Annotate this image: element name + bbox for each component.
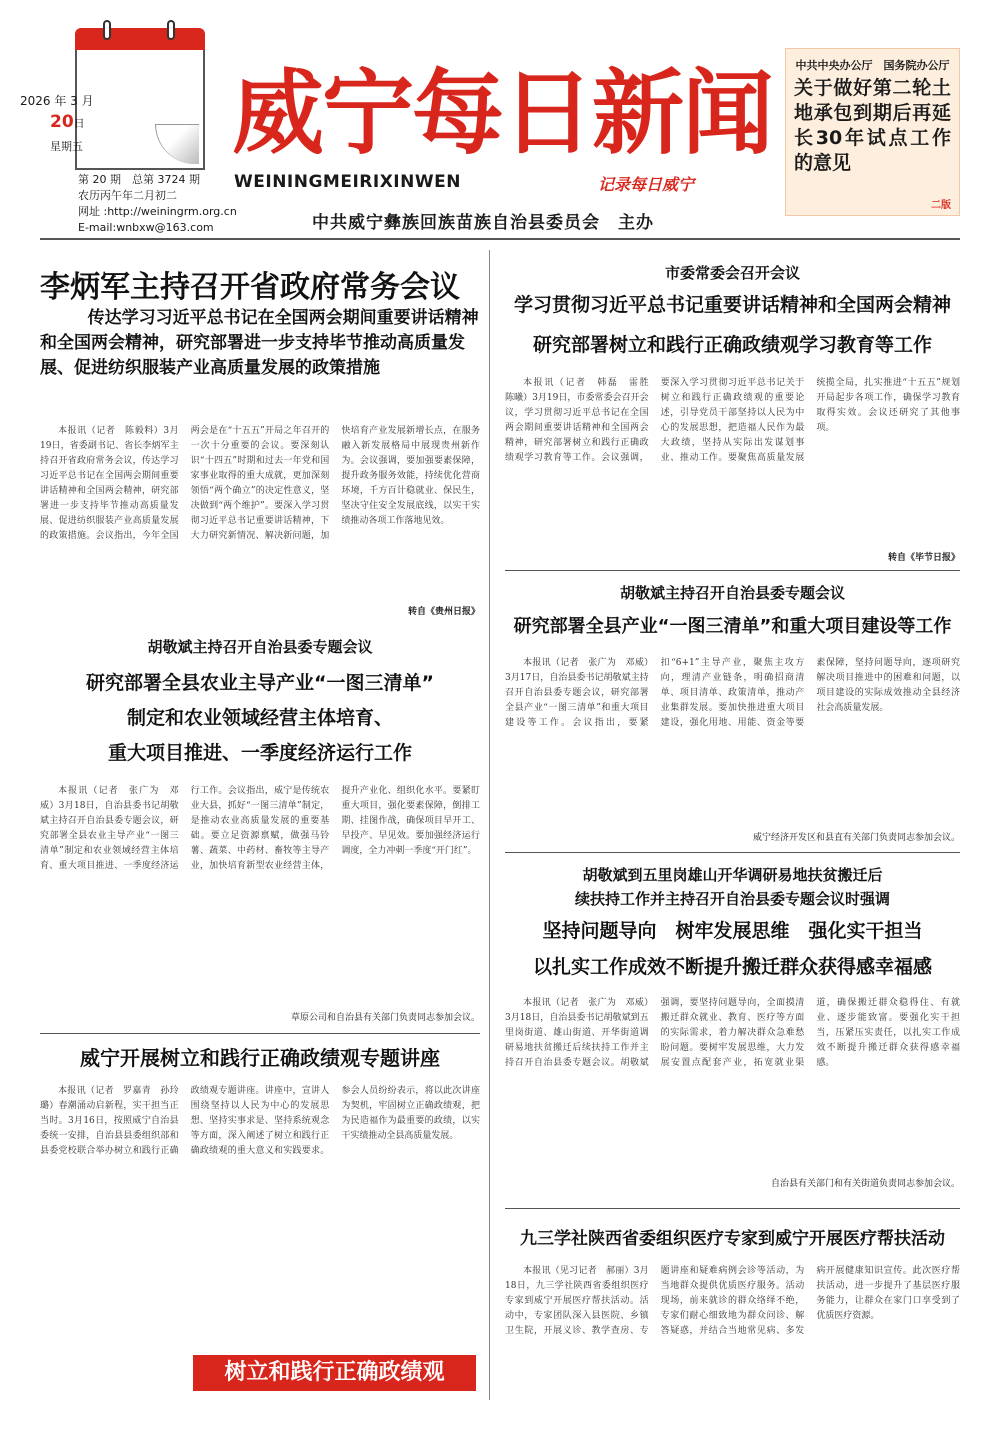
article-2-title-line2[interactable]: 研究部署树立和践行正确政绩观学习教育等工作 <box>532 334 932 356</box>
article-6-body <box>40 1084 480 1346</box>
article-5-body <box>505 996 960 1174</box>
article-3-title-line3[interactable]: 重大项目推进、一季度经济运行工作 <box>107 742 412 764</box>
issue-info <box>78 172 237 236</box>
announcement-page: 二版 <box>931 200 951 211</box>
sponsor-line: 中共威宁彝族回族苗族自治县委员会 主办 <box>312 213 654 233</box>
calendar-header <box>75 28 205 50</box>
article-7-title[interactable]: 九三学社陕西省委组织医疗专家到威宁开展医疗帮扶活动 <box>520 1229 945 1249</box>
website-link[interactable]: 网址 :http://weiningrm.org.cn <box>78 205 237 218</box>
article-1-body <box>40 424 480 602</box>
section-divider <box>505 570 960 571</box>
lunar-date: 农历丙午年二月初二 <box>78 189 177 202</box>
article-4-kicker: 胡敬斌主持召开自治县委专题会议 <box>619 584 845 602</box>
masthead-pinyin: WEININGMEIRIXINWEN <box>234 172 461 192</box>
article-4-source: 威宁经济开发区和县直有关部门负责同志参加会议。 <box>752 833 960 843</box>
article-3-title-line2[interactable]: 制定和农业领域经营主体培育、 <box>126 707 393 729</box>
date-weekday: 星期五 <box>50 140 83 153</box>
article-2-kicker: 市委常委会召开会议 <box>664 264 800 282</box>
article-2-body <box>505 376 960 550</box>
article-4-body <box>505 656 960 830</box>
article-3-kicker-wrap <box>40 636 480 658</box>
article-7-text: 本报讯（见习记者 郝丽）3月18日，九三学社陕西省委组织医疗专家到威宁开展医疗帮扶活动。活动中，专家团队深入县医院、乡镇卫生院，开展义诊、教学查房、专题讲座和疑难病例会诊等活动，为当地群众提供优质医疗服务。活动现场，前来就诊的群众络绎不绝，专家们耐心细致地为群众问诊、解答疑惑，并结合当地常见病、多发病开展健康知识宣传。此次医疗帮扶活动，进一步提升了基层医疗服务能力，让群众在家门口享受到了优质医疗资源。 <box>505 1266 960 1336</box>
article-4-text: 本报讯（记者 张广为 邓威）3月17日，自治县委书记胡敬斌主持召开自治县委专题会议，研究部署全县产业“一图三清单”和重大项目建设等工作。会议指出，要紧扣“6+1”主导产业，聚焦主攻方向，理清产业链条，明确招商清单、项目清单、政策清单，推动产业集群发展。要加快推进重大项目建设，强化用地、用能、资金等要素保障，坚持问题导向，逐项研究解决项目推进中的困难和问题，以项目建设的实际成效推动全县经济社会高质量发展。 <box>505 658 960 728</box>
section-divider <box>505 852 960 853</box>
article-5-kicker-line2: 续扶持工作并主持召开自治县委专题会议时强调 <box>574 890 890 908</box>
calendar-ring-icon <box>167 20 175 40</box>
date-year-month: 2026 年 3 月 <box>20 94 94 108</box>
article-2-text: 本报讯（记者 韩磊 雷胜 陈曦）3月19日，市委常委会召开会议，学习贯彻习近平总书记在全国两会期间重要讲话精神和全国两会精神，研究部署树立和践行正确政绩观学习教育等工作。会议强调，要深入学习贯彻习近平总书记关于树立和践行正确政绩观的重要论述，引导党员干部坚持以人民为中心的发展思想，把造福人民作为最大政绩，坚持从实际出发谋划事业、推动工作。要聚焦高质量发展统揽全局，扎实推进“十五五”规划开局起步各项工作，确保学习教育取得实效。会议还研究了其他事项。 <box>505 378 960 463</box>
article-5-text: 本报讯（记者 张广为 邓威）3月18日，自治县委书记胡敬斌到五里岗街道、雄山街道、开华街道调研易地扶贫搬迁后续扶持工作并主持召开自治县委专题会议。胡敬斌强调，要坚持问题导向，全面摸清搬迁群众就业、教育、医疗等方面的实际需求，着力解决群众急难愁盼问题。要树牢发展思维，大力发展安置点配套产业，拓宽就业渠道，确保搬迁群众稳得住、有就业、逐步能致富。要强化实干担当，压紧压实责任，以扎实工作成效不断提升搬迁群众获得感幸福感。 <box>505 998 960 1068</box>
article-1-subtitle: 传达学习习近平总书记在全国两会期间重要讲话精神和全国两会精神，研究部署进一步支持毕节推动高质量发展、促进纺织服装产业高质量发展的政策措施 <box>40 308 479 378</box>
column-divider <box>489 250 490 1400</box>
article-1-title-wrap <box>40 262 480 306</box>
announcement-title: 关于做好第二轮土地承包到期后再延长30年试点工作的意见 <box>794 77 951 174</box>
calendar-widget <box>75 28 215 178</box>
date-day: 20日 <box>50 112 85 132</box>
section-divider <box>505 1208 960 1209</box>
article-5-kicker-line1: 胡敬斌到五里岗雄山开华调研易地扶贫搬迁后 <box>582 866 883 884</box>
email-link[interactable]: E-mail:wnbxw@163.com <box>78 221 214 234</box>
article-1-source: 转自《贵州日报》 <box>407 607 480 617</box>
announcement-source: 中共中央办公厅 国务院办公厅 <box>795 59 950 72</box>
section-divider <box>40 1033 480 1034</box>
announcement-box[interactable] <box>785 48 960 216</box>
article-5-title-line2[interactable]: 以扎实工作成效不断提升搬迁群众获得感幸福感 <box>532 956 932 978</box>
page-curl-icon <box>155 124 199 164</box>
article-2-title-line1[interactable]: 学习贯彻习近平总书记重要讲话精神和全国两会精神 <box>513 294 951 316</box>
masthead-slogan: 记录每日威宁 <box>598 175 695 194</box>
article-4-kicker-wrap <box>505 582 960 604</box>
article-3-body <box>40 784 480 1008</box>
calendar-body <box>75 50 205 170</box>
article-2-kicker-wrap <box>505 262 960 284</box>
newspaper-masthead: 威宁每日新闻 <box>232 59 773 167</box>
campaign-banner: 树立和践行正确政绩观 <box>193 1355 476 1391</box>
article-7-body <box>505 1264 960 1400</box>
article-6-text: 本报讯（记者 罗嘉青 孙玲璐）春潮涌动启新程，实干担当正当时。3月16日，按照威宁自治县委统一安排，自治县县委组织部和县委党校联合举办树立和践行正确政绩观专题讲座。讲座中，宣讲人围绕坚持以人民为中心的发展思想、坚持实事求是、坚持系统观念等方面，深入阐述了树立和践行正确政绩观的重大意义和实践要求。参会人员纷纷表示，将以此次讲座为契机，牢固树立正确政绩观，把为民造福作为最重要的政绩，以实干实绩推动全县高质量发展。 <box>40 1086 480 1156</box>
article-3-kicker: 胡敬斌主持召开自治县委专题会议 <box>147 638 373 656</box>
article-3-source: 草原公司和自治县有关部门负责同志参加会议。 <box>290 1013 480 1023</box>
masthead-divider <box>40 238 960 240</box>
article-5-source: 自治县有关部门和有关街道负责同志参加会议。 <box>770 1179 960 1189</box>
article-1-title[interactable]: 李炳军主持召开省政府常务会议 <box>40 270 460 305</box>
article-5-title-line1[interactable]: 坚持问题导向 树牢发展思维 强化实干担当 <box>542 920 923 942</box>
article-1-text: 本报讯（记者 陈毅料）3月19日，省委副书记、省长李炳军主持召开省政府常务会议，传达学习习近平总书记在全国两会期间重要讲话精神和全国两会精神，研究部署进一步支持毕节推动高质量发展、促进纺织服装产业高质量发展的政策措施。会议指出，今年全国两会是在“十五五”开局之年召开的一次十分重要的会议。要深刻认识“十四五”时期和过去一年党和国家事业取得的重大成就，更加深刻领悟“两个确立”的决定性意义，坚决做到“两个维护”。要深入学习贯彻习近平总书记重要讲话精神，下大力研究新情况、解决新问题，加快培育产业发展新增长点，在服务融入新发展格局中展现贵州新作为。会议强调，要加强要素保障，提升政务服务效能，持续优化营商环境，千方百计稳就业、保民生，坚决守住安全发展底线，以实干实绩推动各项工作落地见效。 <box>40 426 480 541</box>
article-2-source: 转自《毕节日报》 <box>887 553 960 563</box>
article-6-title[interactable]: 威宁开展树立和践行正确政绩观专题讲座 <box>80 1046 440 1070</box>
calendar-ring-icon <box>103 20 111 40</box>
article-3-text: 本报讯（记者 张广为 邓威）3月18日，自治县委书记胡敬斌主持召开自治县委专题会议，研究部署全县农业主导产业“一图三清单”制定和农业领域经营主体培育、重大项目推进、一季度经济运行工作。会议指出，威宁是传统农业大县，抓好“一图三清单”制定，是推动农业高质量发展的重要基础。要立足资源禀赋，做强马铃薯、蔬菜、中药材、畜牧等主导产业，加快培育新型农业经营主体，提升产业化、组织化水平。要紧盯重大项目，强化要素保障，倒排工期、挂图作战，确保项目早开工、早投产、早见效。要加强经济运行调度，全力冲刺一季度“开门红”。 <box>40 786 480 871</box>
issue-number: 第 20 期 总第 3724 期 <box>78 173 200 186</box>
article-4-title[interactable]: 研究部署全县产业“一图三清单”和重大项目建设等工作 <box>513 616 952 637</box>
article-3-title-line1[interactable]: 研究部署全县农业主导产业“一图三清单” <box>86 672 434 694</box>
